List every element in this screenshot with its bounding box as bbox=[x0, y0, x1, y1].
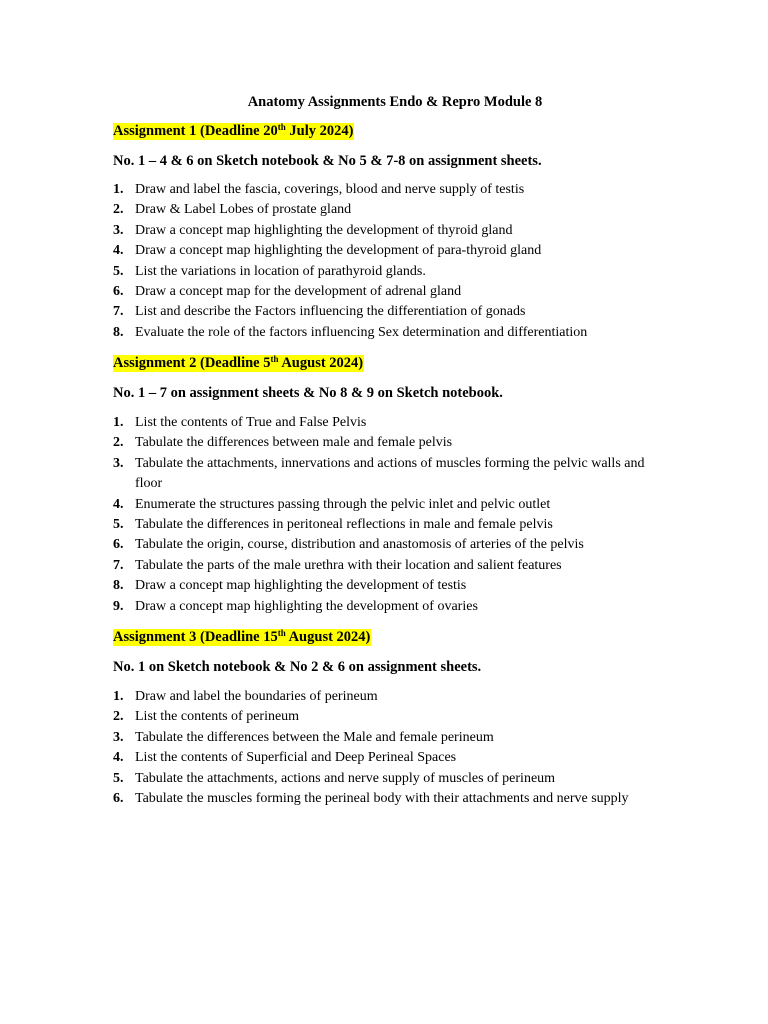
assignment-2-heading-date: August 2024) bbox=[278, 355, 364, 371]
item-number: 9. bbox=[113, 598, 124, 614]
item-number: 5. bbox=[113, 770, 124, 786]
item-number: 8. bbox=[113, 324, 124, 340]
item-text: Tabulate the differences between male and female pelvis bbox=[135, 435, 453, 451]
item-number: 1. bbox=[113, 415, 124, 430]
item-number: 5. bbox=[113, 263, 124, 279]
assignment-1-heading-text: Assignment 1 (Deadline 20 bbox=[113, 123, 278, 139]
item-text: Tabulate the muscles forming the perineal body with their attachments and nerve supply bbox=[135, 791, 629, 807]
assignment-3-highlight bbox=[113, 629, 371, 646]
item-text: Draw a concept map highlighting the development of thyroid gland bbox=[135, 222, 513, 238]
list-item bbox=[113, 454, 673, 495]
item-text: Draw and label the boundaries of perineum bbox=[135, 689, 378, 704]
assignment-1-instructions: No. 1 – 4 & 6 on Sketch notebook & No 5 & 7-8 on assignment sheets. bbox=[113, 153, 542, 169]
list-item bbox=[113, 302, 673, 322]
assignment-1-heading bbox=[113, 122, 354, 140]
assignment-3-heading-text: Assignment 3 (Deadline 15 bbox=[113, 629, 278, 645]
assignment-3-list bbox=[113, 687, 673, 809]
list-item bbox=[113, 576, 673, 596]
item-text: List the contents of perineum bbox=[135, 709, 300, 725]
item-number: 7. bbox=[113, 304, 124, 320]
list-item bbox=[113, 769, 673, 789]
list-item bbox=[113, 535, 673, 555]
list-item bbox=[113, 413, 673, 433]
item-number: 2. bbox=[113, 435, 124, 451]
item-text: Draw and label the fascia, coverings, blood and nerve supply of testis bbox=[135, 182, 525, 197]
item-number: 3. bbox=[113, 455, 124, 471]
item-number: 1. bbox=[113, 182, 124, 197]
list-item bbox=[113, 282, 673, 302]
item-text: Tabulate the parts of the male urethra with their location and salient features bbox=[135, 557, 562, 573]
item-number: 2. bbox=[113, 202, 124, 218]
assignment-1-highlight bbox=[113, 123, 354, 140]
list-item bbox=[113, 180, 673, 200]
assignment-1-heading-date: July 2024) bbox=[285, 123, 354, 139]
list-item bbox=[113, 515, 673, 535]
item-text: Tabulate the differences in peritoneal reflections in male and female pelvis bbox=[135, 517, 553, 533]
item-number: 3. bbox=[113, 222, 124, 238]
item-text: Draw a concept map highlighting the development of para-thyroid gland bbox=[135, 243, 542, 259]
list-item bbox=[113, 707, 673, 727]
assignment-3-instructions: No. 1 on Sketch notebook & No 2 & 6 on assignment sheets. bbox=[113, 659, 482, 675]
assignment-3-heading-date: August 2024) bbox=[285, 629, 371, 645]
list-item bbox=[113, 597, 673, 617]
assignment-2-instructions: No. 1 – 7 on assignment sheets & No 8 & 9 on Sketch notebook. bbox=[113, 385, 503, 401]
list-item bbox=[113, 495, 673, 515]
item-text: Tabulate the attachments, actions and nerve supply of muscles of perineum bbox=[135, 770, 556, 786]
item-number: 6. bbox=[113, 791, 124, 807]
assignment-2-heading bbox=[113, 354, 364, 372]
item-text: Evaluate the role of the factors influencing Sex determination and differentiation bbox=[135, 324, 588, 340]
item-text: List and describe the Factors influencing the differentiation of gonads bbox=[135, 304, 526, 320]
item-number: 1. bbox=[113, 689, 124, 704]
list-item bbox=[113, 728, 673, 748]
list-item bbox=[113, 556, 673, 576]
assignment-2-heading-text: Assignment 2 (Deadline 5 bbox=[113, 355, 271, 371]
assignment-2-highlight bbox=[113, 355, 364, 372]
item-text: Tabulate the attachments, innervations and actions of muscles forming the pelvic walls and floor bbox=[135, 455, 645, 492]
item-number: 6. bbox=[113, 284, 124, 300]
list-item bbox=[113, 748, 673, 768]
assignment-3-heading bbox=[113, 628, 371, 646]
item-text: Draw & Label Lobes of prostate gland bbox=[135, 202, 352, 218]
assignment-1-list bbox=[113, 180, 673, 343]
document-title: Anatomy Assignments Endo & Repro Module 8 bbox=[247, 94, 543, 110]
list-item bbox=[113, 221, 673, 241]
list-item bbox=[113, 241, 673, 261]
list-item bbox=[113, 323, 673, 343]
list-item bbox=[113, 200, 673, 220]
list-item bbox=[113, 262, 673, 282]
item-text: List the contents of Superficial and Deep Perineal Spaces bbox=[135, 750, 457, 766]
item-number: 8. bbox=[113, 578, 124, 594]
item-number: 2. bbox=[113, 709, 124, 725]
item-number: 4. bbox=[113, 243, 124, 259]
item-text: Tabulate the differences between the Male and female perineum bbox=[135, 729, 494, 745]
list-item bbox=[113, 433, 673, 453]
item-number: 3. bbox=[113, 729, 124, 745]
item-text: List the contents of True and False Pelvis bbox=[135, 415, 367, 430]
list-item bbox=[113, 789, 673, 809]
item-number: 4. bbox=[113, 496, 124, 512]
item-number: 7. bbox=[113, 557, 124, 573]
assignment-2-heading-sup: th bbox=[270, 354, 279, 364]
item-text: Tabulate the origin, course, distribution and anastomosis of arteries of the pelvis bbox=[135, 537, 584, 553]
item-text: Draw a concept map highlighting the development of testis bbox=[135, 578, 467, 594]
item-text: List the variations in location of parathyroid glands. bbox=[135, 263, 426, 279]
item-text: Draw a concept map highlighting the development of ovaries bbox=[135, 598, 478, 614]
item-text: Enumerate the structures passing through the pelvic inlet and pelvic outlet bbox=[135, 496, 551, 512]
item-number: 4. bbox=[113, 750, 124, 766]
list-item bbox=[113, 687, 673, 707]
item-number: 5. bbox=[113, 517, 124, 533]
assignment-1-heading-sup: th bbox=[277, 122, 286, 132]
item-text: Draw a concept map for the development of adrenal gland bbox=[135, 284, 462, 300]
item-number: 6. bbox=[113, 537, 124, 553]
assignment-2-list bbox=[113, 413, 673, 617]
assignment-3-heading-sup: th bbox=[277, 628, 286, 638]
